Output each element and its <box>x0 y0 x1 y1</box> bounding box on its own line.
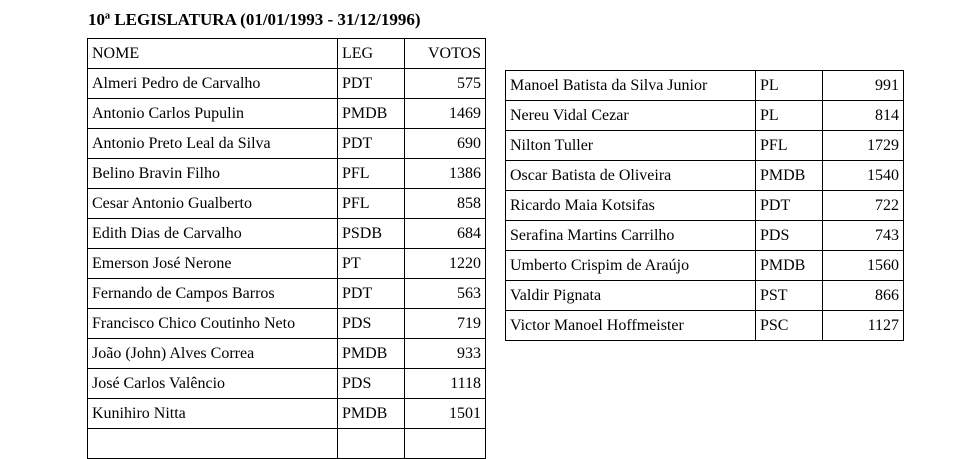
table-row <box>506 161 904 191</box>
cell-leg: PDT <box>338 129 405 159</box>
votes-table-left <box>87 38 486 459</box>
cell-empty <box>338 429 405 459</box>
table-header-row <box>88 39 486 69</box>
cell-leg: PL <box>756 71 823 101</box>
cell-leg: PDS <box>338 309 405 339</box>
votes-table-right <box>505 70 904 341</box>
cell-votos: 563 <box>405 279 486 309</box>
table-row <box>506 131 904 161</box>
cell-votos: 1560 <box>823 251 904 281</box>
cell-name: Manoel Batista da Silva Junior <box>506 71 756 101</box>
cell-name: Nereu Vidal Cezar <box>506 101 756 131</box>
cell-votos: 690 <box>405 129 486 159</box>
cell-votos: 1127 <box>823 311 904 341</box>
cell-name: Nilton Tuller <box>506 131 756 161</box>
table-row <box>88 219 486 249</box>
cell-leg: PMDB <box>756 161 823 191</box>
cell-votos: 575 <box>405 69 486 99</box>
cell-leg: PL <box>756 101 823 131</box>
table-row <box>88 69 486 99</box>
cell-votos: 814 <box>823 101 904 131</box>
cell-votos: 1220 <box>405 249 486 279</box>
table-row <box>88 339 486 369</box>
cell-leg: PDS <box>756 221 823 251</box>
cell-name: Antonio Preto Leal da Silva <box>88 129 338 159</box>
cell-votos: 866 <box>823 281 904 311</box>
cell-name: Ricardo Maia Kotsifas <box>506 191 756 221</box>
cell-name: João (John) Alves Correa <box>88 339 338 369</box>
cell-name: Almeri Pedro de Carvalho <box>88 69 338 99</box>
table-row <box>88 189 486 219</box>
cell-name: Francisco Chico Coutinho Neto <box>88 309 338 339</box>
cell-votos: 722 <box>823 191 904 221</box>
cell-votos: 991 <box>823 71 904 101</box>
cell-votos: 719 <box>405 309 486 339</box>
table-row <box>88 309 486 339</box>
cell-name: Umberto Crispim de Araújo <box>506 251 756 281</box>
cell-votos: 1540 <box>823 161 904 191</box>
cell-votos: 684 <box>405 219 486 249</box>
cell-leg: PST <box>756 281 823 311</box>
table-row <box>506 251 904 281</box>
cell-leg: PSDB <box>338 219 405 249</box>
cell-votos: 1729 <box>823 131 904 161</box>
table-row <box>88 99 486 129</box>
cell-votos: 1469 <box>405 99 486 129</box>
cell-leg: PDS <box>338 369 405 399</box>
cell-name: Emerson José Nerone <box>88 249 338 279</box>
cell-votos: 1118 <box>405 369 486 399</box>
table-row <box>88 249 486 279</box>
column-header-votos: VOTOS <box>405 39 486 69</box>
cell-votos: 1386 <box>405 159 486 189</box>
cell-leg: PMDB <box>756 251 823 281</box>
cell-leg: PDT <box>338 279 405 309</box>
table-row <box>88 279 486 309</box>
table-row <box>506 191 904 221</box>
column-header-name: NOME <box>88 39 338 69</box>
cell-name: José Carlos Valêncio <box>88 369 338 399</box>
table-row <box>506 71 904 101</box>
cell-name: Fernando de Campos Barros <box>88 279 338 309</box>
cell-empty <box>88 429 338 459</box>
table-row <box>506 101 904 131</box>
cell-name: Victor Manoel Hoffmeister <box>506 311 756 341</box>
cell-leg: PFL <box>338 189 405 219</box>
cell-leg: PDT <box>338 69 405 99</box>
table-row-cut-off <box>88 429 486 459</box>
cell-leg: PDT <box>756 191 823 221</box>
cell-name: Edith Dias de Carvalho <box>88 219 338 249</box>
cell-name: Valdir Pignata <box>506 281 756 311</box>
cell-leg: PFL <box>338 159 405 189</box>
cell-name: Cesar Antonio Gualberto <box>88 189 338 219</box>
cell-name: Oscar Batista de Oliveira <box>506 161 756 191</box>
cell-leg: PFL <box>756 131 823 161</box>
cell-name: Antonio Carlos Pupulin <box>88 99 338 129</box>
cell-leg: PSC <box>756 311 823 341</box>
cell-votos: 743 <box>823 221 904 251</box>
cell-votos: 1501 <box>405 399 486 429</box>
cell-votos: 858 <box>405 189 486 219</box>
table-row <box>88 129 486 159</box>
column-header-leg: LEG <box>338 39 405 69</box>
table-row <box>506 281 904 311</box>
table-row <box>88 369 486 399</box>
cell-leg: PMDB <box>338 99 405 129</box>
table-row <box>506 221 904 251</box>
cell-votos: 933 <box>405 339 486 369</box>
cell-empty <box>405 429 486 459</box>
cell-leg: PMDB <box>338 339 405 369</box>
page-title: 10ª LEGISLATURA (01/01/1993 - 31/12/1996) <box>88 10 421 29</box>
cell-leg: PT <box>338 249 405 279</box>
cell-name: Serafina Martins Carrilho <box>506 221 756 251</box>
cell-name: Kunihiro Nitta <box>88 399 338 429</box>
cell-name: Belino Bravin Filho <box>88 159 338 189</box>
table-row <box>506 311 904 341</box>
table-row <box>88 399 486 429</box>
table-row <box>88 159 486 189</box>
cell-leg: PMDB <box>338 399 405 429</box>
